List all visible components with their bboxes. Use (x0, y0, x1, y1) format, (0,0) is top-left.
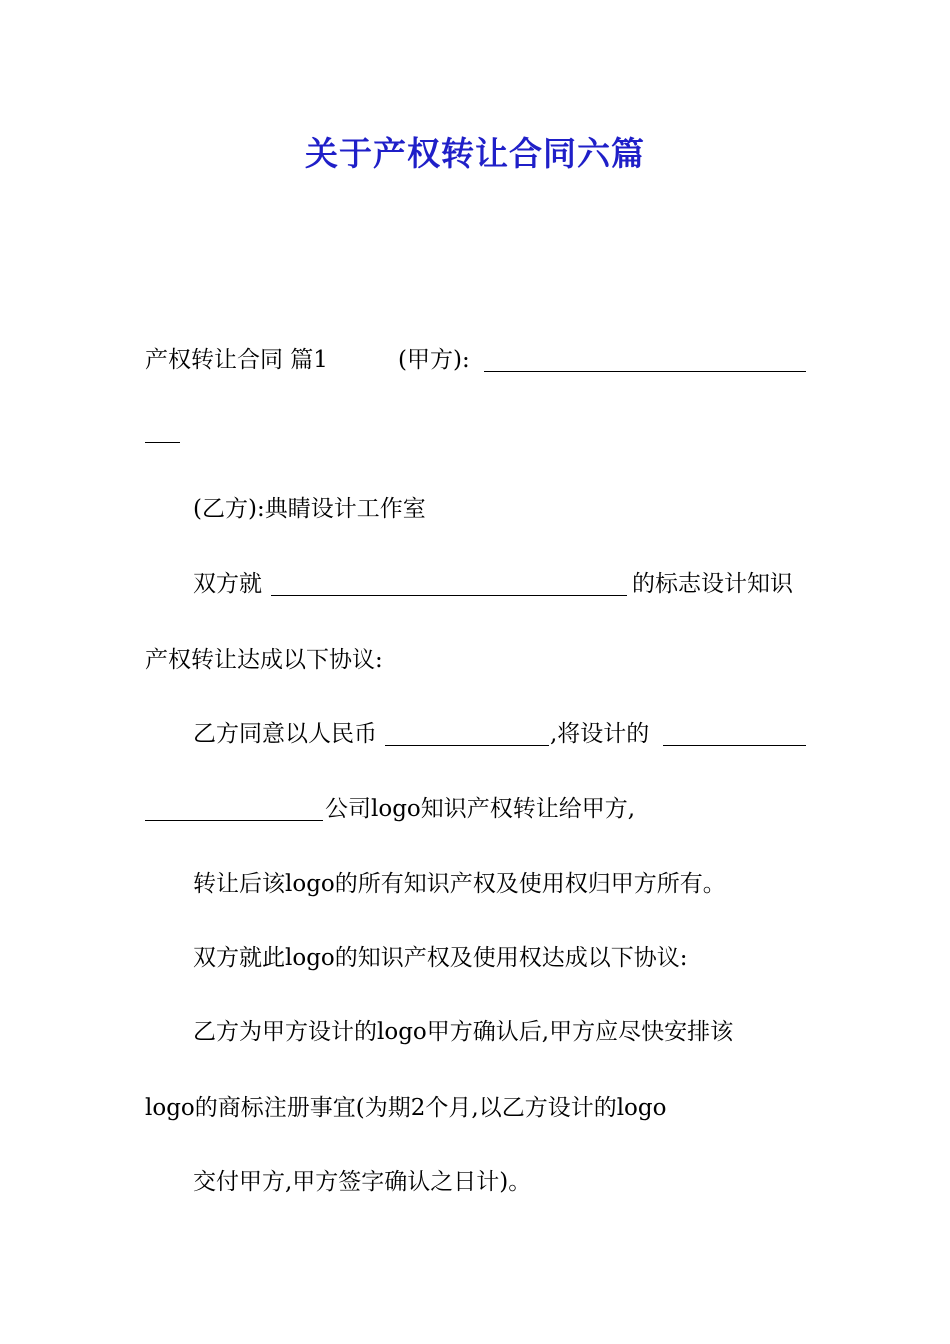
party-a-blank-continued (145, 442, 180, 443)
company-blank (145, 820, 323, 821)
party-a-label: (甲方): (398, 347, 470, 373)
design-blank (663, 745, 806, 746)
price-blank (385, 745, 549, 746)
agreement-intro-a: 双方就 (193, 571, 262, 597)
agreement-intro-b: 的标志设计知识 (632, 571, 793, 597)
document-title: 关于产权转让合同六篇 (305, 134, 645, 173)
price-clause-a: 乙方同意以人民币 (193, 721, 377, 747)
registration-clause-c: 交付甲方,甲方签字确认之日计)。 (193, 1169, 532, 1195)
transfer-clause: 公司logo知识产权转让给甲方, (325, 796, 636, 822)
registration-clause-b: logo的商标注册事宜(为期2个月,以乙方设计的logo (145, 1095, 667, 1121)
subject-blank (271, 595, 627, 596)
party-b-line: (乙方):典睛设计工作室 (193, 496, 426, 522)
party-a-blank (484, 371, 806, 372)
registration-clause-a: 乙方为甲方设计的logo甲方确认后,甲方应尽快安排该 (193, 1019, 734, 1045)
agreement-intro-continued: 产权转让达成以下协议: (145, 647, 383, 673)
ownership-clause: 转让后该logo的所有知识产权及使用权归甲方所有。 (193, 871, 726, 897)
contract-heading-line (145, 345, 328, 375)
price-clause-b: ,将设计的 (550, 721, 650, 747)
agreement-heading-2: 双方就此logo的知识产权及使用权达成以下协议: (193, 945, 688, 971)
contract-heading: 产权转让合同 篇1 (145, 347, 328, 373)
party-a-line (398, 345, 470, 375)
